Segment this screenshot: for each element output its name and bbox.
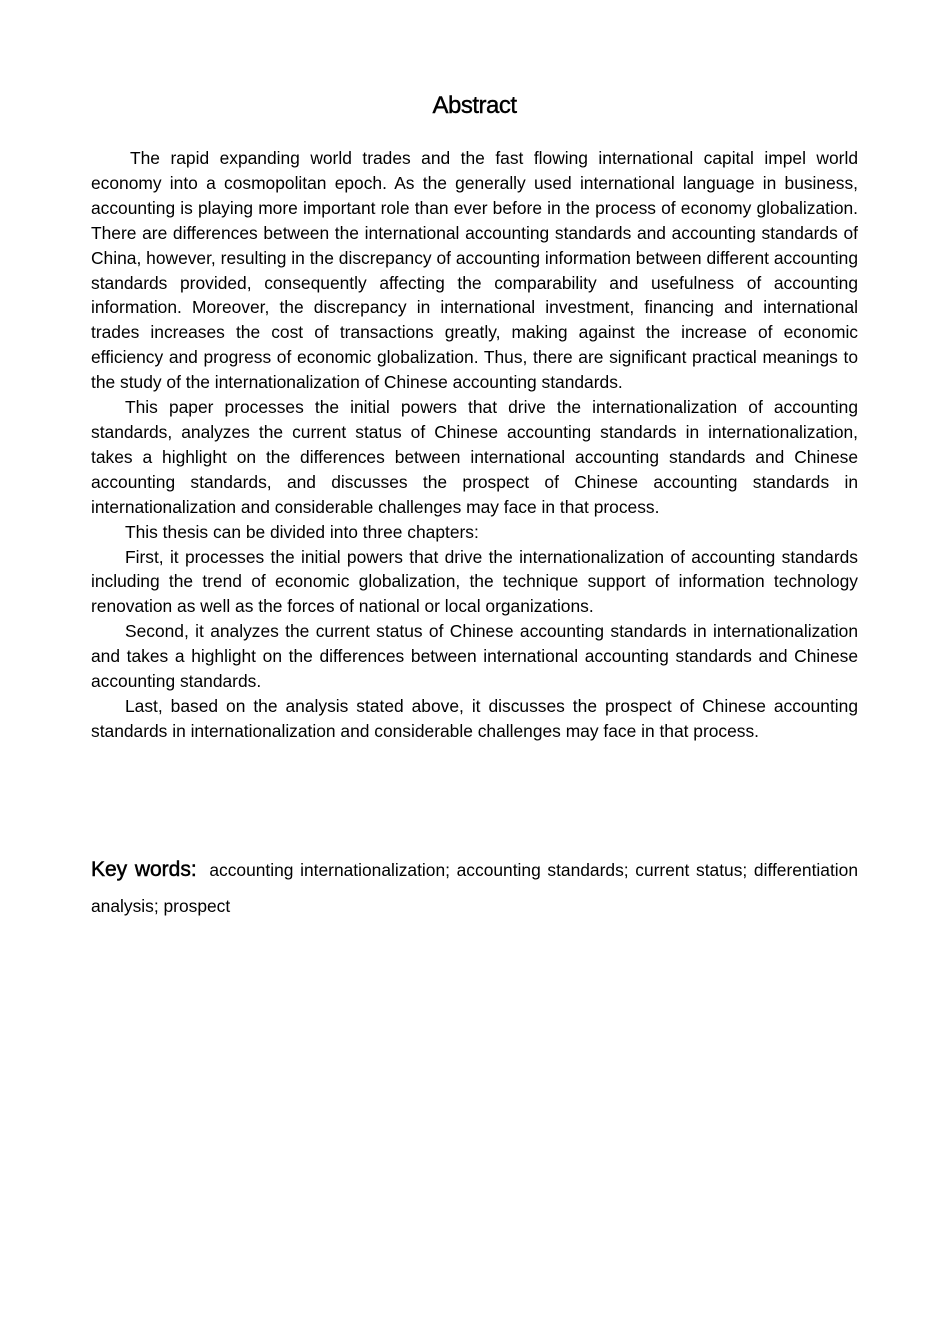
abstract-paragraph-1: The rapid expanding world trades and the fast flowing international capital impel world economy into a cosmopolitan epoch. As the generally used international language in business, accounting is playing more important role than ever before in the process of economy globalization. There are differences between the international accounting standards and accounting standards of China, however, resulting in the discrepancy of accounting information between different accounting standards provided, consequently affecting the comparability and usefulness of accounting information. Moreover, the discrepancy in international investment, financing and international trades increases the cost of transactions greatly, making against the increase of economic efficiency and progress of economic globalization. Thus, there are significant practical meanings to the study of the internationalization of Chinese accounting standards. [91, 148, 858, 393]
abstract-paragraph-2: This paper processes the initial powers that drive the internationalization of accounting standards, analyzes the current status of Chinese accounting standards in internationalization, takes a highlight on the differences between international accounting standards and Chinese accounting standards, and discusses the prospect of Chinese accounting standards in internationalization and considerable challenges may face in that process. [91, 397, 858, 517]
abstract-paragraph-5: Second, it analyzes the current status of Chinese accounting standards in internationalization and takes a highlight on the differences between international accounting standards and Chinese accounting standards. [91, 621, 858, 692]
abstract-paragraph-6: Last, based on the analysis stated above, it discusses the prospect of Chinese accounting standards in internationalization and considerable challenges may face in that process. [91, 695, 858, 741]
keywords-line [91, 852, 858, 924]
abstract-body [91, 146, 858, 744]
keywords-label: Key words: [91, 858, 197, 881]
keywords-text: accounting internationalization; accounting standards; current status; differentiation analysis; prospect [91, 860, 858, 916]
abstract-paragraph-4: First, it processes the initial powers that drive the internationalization of accounting standards including the trend of economic globalization, the technique support of information technology renovation as well as the forces of national or local organizations. [91, 546, 858, 617]
abstract-title: Abstract [432, 92, 517, 119]
abstract-paragraph-3: This thesis can be divided into three chapters: [125, 521, 479, 542]
